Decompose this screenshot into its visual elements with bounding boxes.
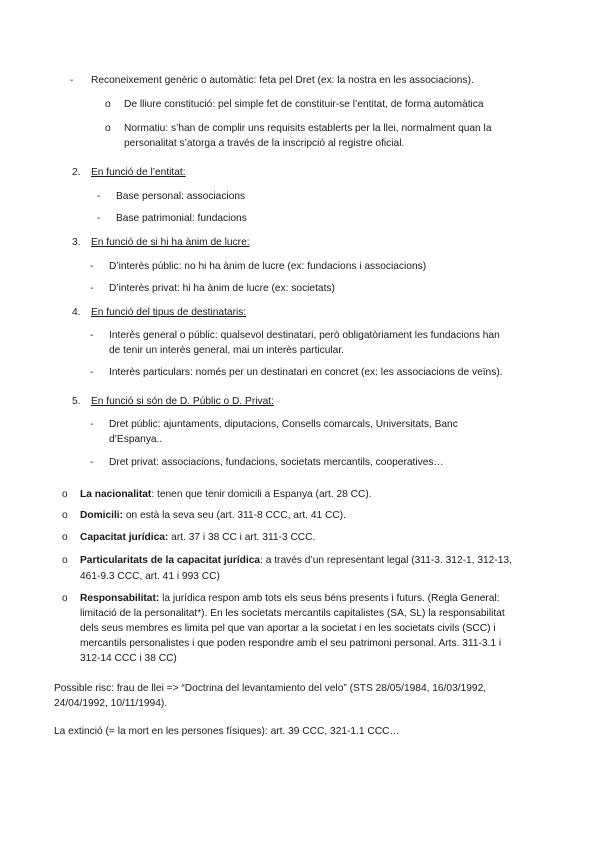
- list-item-text: 312-14 CCC i 38 CC): [80, 653, 177, 664]
- section-heading: En funció de l’entitat:: [91, 167, 186, 178]
- list-item-text: limitació de la personalitat*). En les societats mercantils capitalistes (SA, SL) la responsabilitat: [80, 608, 505, 619]
- list-item-text: [80, 508, 346, 523]
- list-item-text: De lliure constitució: pel simple fet de constituir-se l’entitat, de forma automàtica: [124, 99, 484, 110]
- list-item-text: personalitat s’atorga a través de la inscripció al registre oficial.: [124, 138, 405, 149]
- circle-bullet: o: [62, 555, 68, 566]
- list-item-text: Base personal: associacions: [116, 191, 246, 202]
- bold-term: La nacionalitat: [80, 489, 152, 500]
- list-item-text: Interès general o públic: qualsevol destinatari, però obligatòriament les fundacions han: [109, 330, 500, 341]
- bold-term: Particularitats de la capacitat jurídica: [80, 555, 261, 566]
- list-item-text: Normatiu: s’han de complir uns requisits establerts per la llei, normalment quan la: [124, 123, 492, 134]
- list-item-text: D’interès públic: no hi ha ànim de lucre (ex: fundacions i associacions): [109, 261, 427, 272]
- paragraph-text: Possible risc: frau de llei => “Doctrina del levantamiento del velo” (STS 28/05/1984, 16/03/1992,: [54, 683, 487, 694]
- dash-bullet: -: [90, 261, 94, 272]
- circle-bullet: o: [62, 489, 68, 500]
- paragraph-text: La extinció (= la mort en les persones físiques): art. 39 CCC, 321-1.1 CCC…: [54, 726, 400, 737]
- bold-term: Responsabilitat:: [80, 593, 160, 604]
- section-number: 4.: [72, 307, 81, 318]
- list-item-text: [80, 487, 372, 502]
- list-item-text: Dret privat: associacions, fundacions, societats mercantils, cooperatives…: [109, 457, 444, 468]
- section-number: 5.: [72, 396, 81, 407]
- term-description: art. 37 i 38 CC i art. 311-3 CCC.: [168, 532, 316, 543]
- list-item-text: Base patrimonial: fundacions: [116, 213, 247, 224]
- section-heading: En funció del tipus de destinataris:: [91, 307, 247, 318]
- circle-bullet: o: [105, 123, 111, 134]
- circle-bullet: o: [62, 510, 68, 521]
- term-description: on està la seva seu (art. 311-8 CCC, art. 41 CC).: [123, 510, 346, 521]
- list-item-text: [80, 591, 500, 606]
- list-item-text: d’Espanya..: [109, 434, 163, 445]
- paragraph-text: 24/04/1992, 10/11/1994).: [54, 698, 168, 709]
- circle-bullet: o: [62, 532, 68, 543]
- list-item-text: [80, 553, 512, 568]
- section-number: 2.: [72, 167, 81, 178]
- bold-term: Capacitat jurídica:: [80, 532, 169, 543]
- dash-bullet: -: [97, 191, 101, 202]
- list-item-text: mercantils personalistes i que poden respondre amb el seu patrimoni personal. Arts. 311-3.1 i: [80, 638, 502, 649]
- list-item-text: 461-9.3 CCC, art. 41 i 993 CC): [80, 571, 220, 582]
- list-item-text: Interès particulars: només per un destinatari en concret (ex: les associacions de veïns).: [109, 367, 503, 378]
- list-item-text: [80, 530, 315, 545]
- dash-bullet: -: [90, 457, 94, 468]
- section-heading: En funció de si hi ha ànim de lucre:: [91, 237, 250, 248]
- dash-bullet: -: [90, 419, 94, 430]
- circle-bullet: o: [105, 99, 111, 110]
- term-description: la jurídica respon amb tots els seus béns presents i futurs. (Regla General:: [159, 593, 500, 604]
- list-item-text: D’interès privat: hi ha ànim de lucre (ex: societats): [109, 283, 335, 294]
- section-number: 3.: [72, 237, 81, 248]
- list-item-text: Dret públic: ajuntaments, diputacions, Consells comarcals, Universitats, Banc: [109, 419, 458, 430]
- list-item-text: de tenir un interès general, mai un interès particular.: [109, 345, 345, 356]
- dash-bullet: -: [70, 75, 74, 86]
- list-item-text: Reconeixement genèric o automàtic: feta pel Dret (ex: la nostra en les associacions).: [91, 75, 474, 86]
- term-description: : a través d’un representant legal (311-3. 312-1, 312-13,: [260, 555, 512, 566]
- dash-bullet: -: [90, 283, 94, 294]
- dash-bullet: -: [97, 213, 101, 224]
- dash-bullet: -: [90, 367, 94, 378]
- list-item-text: dels seus membres es limita pel que van aportar a la societat i en les societats civils (SCC) i: [80, 623, 496, 634]
- dash-bullet: -: [90, 330, 94, 341]
- section-heading: En funció si són de D. Públic o D. Privat:: [91, 396, 274, 407]
- bold-term: Domicili:: [80, 510, 124, 521]
- term-description: : tenen que tenir domicili a Espanya (art. 28 CC).: [151, 489, 372, 500]
- circle-bullet: o: [62, 593, 68, 604]
